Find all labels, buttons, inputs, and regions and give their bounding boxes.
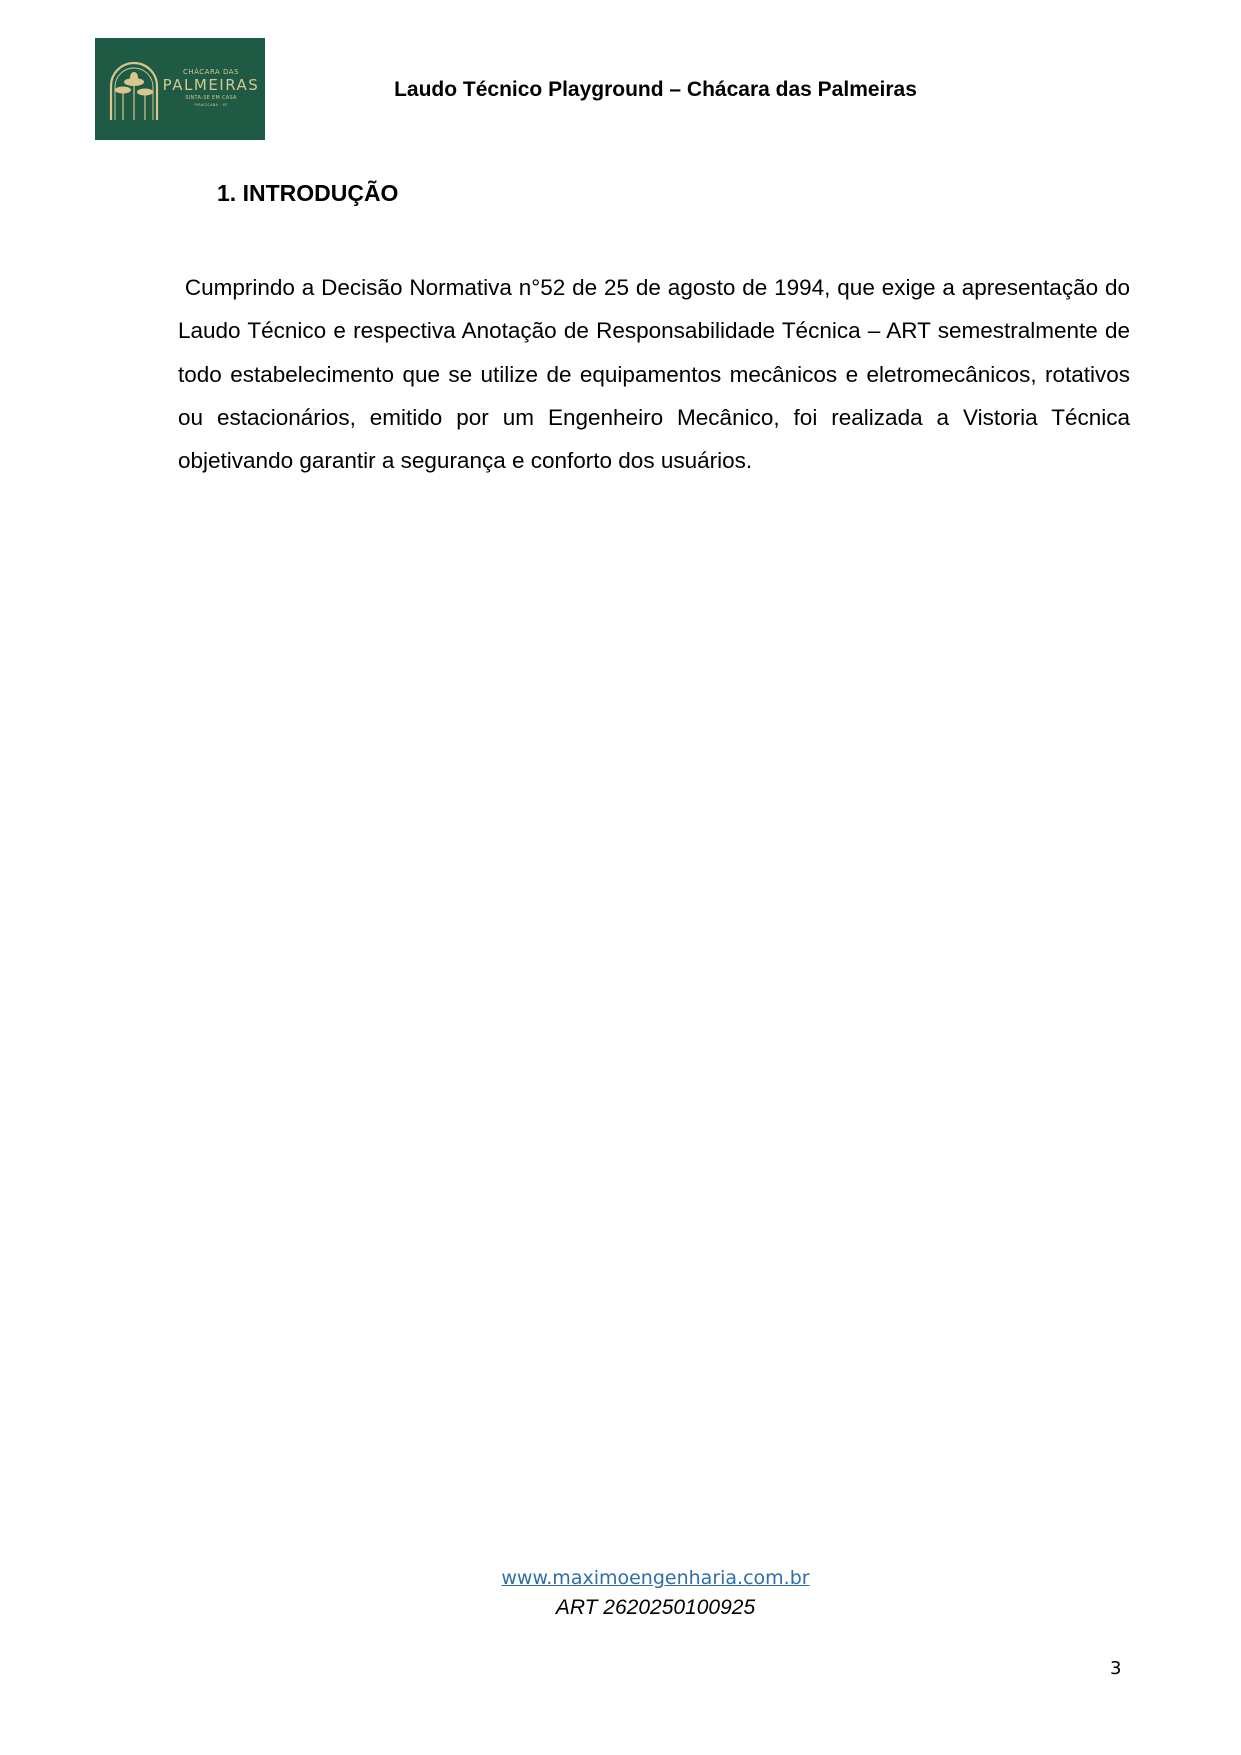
document-header-title: Laudo Técnico Playground – Chácara das Palmeiras: [394, 78, 917, 101]
section-heading: 1. INTRODUÇÃO: [217, 180, 399, 206]
logo-line-2: PALMEIRAS: [162, 76, 260, 94]
art-number: ART 2620250100925: [555, 1596, 756, 1619]
logo-line-1: CHÁCARA DAS: [182, 68, 240, 76]
website-link[interactable]: www.maximoengenharia.com.br: [501, 1567, 810, 1589]
introduction-paragraph: Cumprindo a Decisão Normativa n°52 de 25 de agosto de 1994, que exige a apresentação do Laudo Técnico e respectiva Anotação de Responsabilidade Técnica – ART semestralmente de todo estabelecimento que se utilize de equipamentos mecânicos e eletromecânicos, rotativos ou estacionários, emitido por um Engenheiro Mecânico, foi realizada a Vistoria Técnica objetivando garantir a segurança e conforto dos usuários.: [178, 275, 1137, 474]
page-number: 3: [1110, 1658, 1122, 1679]
logo-line-3: SINTA-SE EM CASA: [185, 95, 237, 101]
logo-line-4: PIRACICABA · SP: [194, 103, 228, 107]
